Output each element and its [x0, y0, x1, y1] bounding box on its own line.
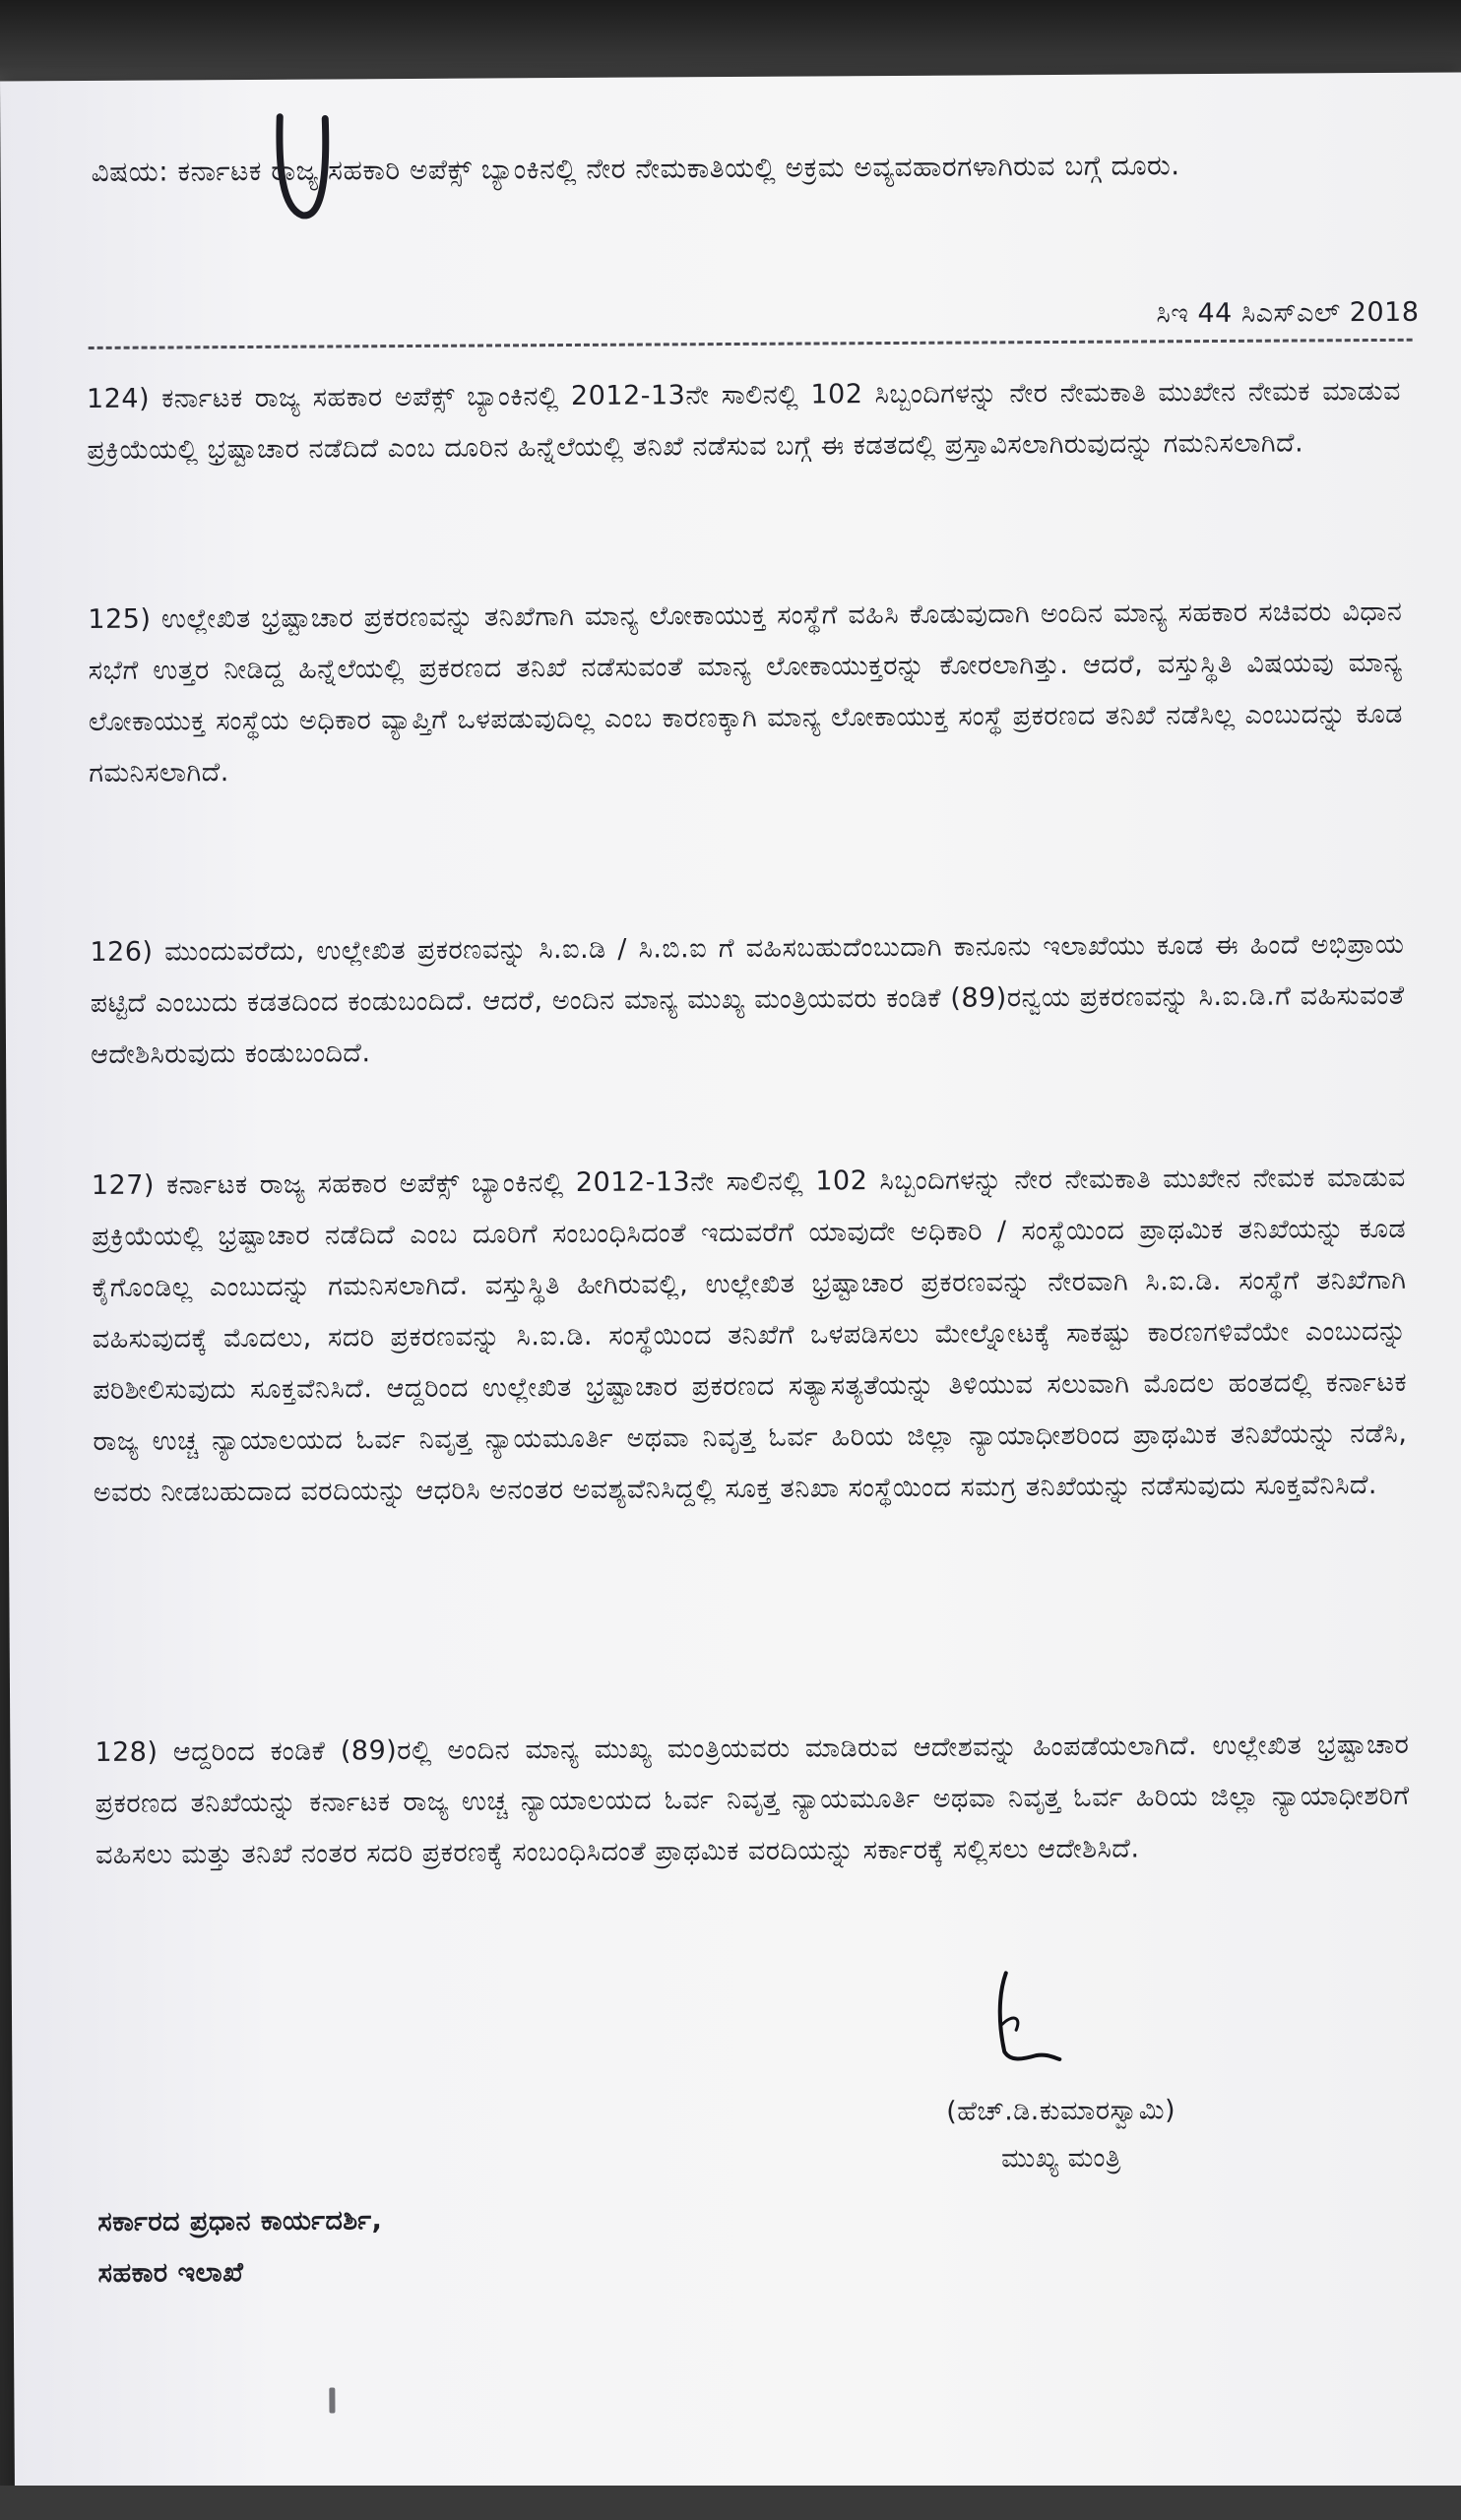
separator-rule [89, 339, 1413, 349]
signatory-block [893, 2087, 1229, 2183]
scan-mark [329, 2387, 335, 2413]
recipient-line-2: ಸಹಕಾರ ಇಲಾಖೆ [97, 2257, 244, 2289]
paragraph-127: 127) ಕರ್ನಾಟಕ ರಾಜ್ಯ ಸಹಕಾರ ಅಪೆಕ್ಸ್ ಬ್ಯಾಂಕಿನಲ್ಲಿ 2012-13ನೇ ಸಾಲಿನಲ್ಲಿ 102 ಸಿಬ್ಬಂದಿಗಳನ್ನು ನೇರ ನೇಮಕಾತಿ ಮುಖೇನ ನೇಮಕ ಮಾಡುವ ಪ್ರಕ್ರಿಯೆಯಲ್ಲಿ ಭ್ರಷ್ಟಾಚಾರ ನಡೆದಿದೆ ಎಂಬ ದೂರಿಗೆ ಸಂಬಂಧಿಸಿದಂತೆ ಇದುವರೆಗೆ ಯಾವುದೇ ಅಧಿಕಾರಿ / ಸಂಸ್ಥೆಯಿಂದ ಪ್ರಾಥಮಿಕ ತನಿಖೆಯನ್ನು ಕೂಡ ಕೈಗೊಂಡಿಲ್ಲ ಎಂಬುದನ್ನು ಗಮನಿಸಲಾಗಿದೆ. ವಸ್ತುಸ್ಥಿತಿ ಹೀಗಿರುವಲ್ಲಿ, ಉಲ್ಲೇಖಿತ ಭ್ರಷ್ಟಾಚಾರ ಪ್ರಕರಣವನ್ನು ನೇರವಾಗಿ ಸಿ.ಐ.ಡಿ. ಸಂಸ್ಥೆಗೆ ತನಿಖೆಗಾಗಿ ವಹಿಸುವುದಕ್ಕೆ ಮೊದಲು, ಸದರಿ ಪ್ರಕರಣವನ್ನು ಸಿ.ಐ.ಡಿ. ಸಂಸ್ಥೆಯಿಂದ ತನಿಖೆಗೆ ಒಳಪಡಿಸಲು ಮೇಲ್ನೋಟಕ್ಕೆ ಸಾಕಷ್ಟು ಕಾರಣಗಳಿವೆಯೇ ಎಂಬುದನ್ನು ಪರಿಶೀಲಿಸುವುದು ಸೂಕ್ತವೆನಿಸಿದೆ. ಆದ್ದರಿಂದ ಉಲ್ಲೇಖಿತ ಭ್ರಷ್ಟಾಚಾರ ಪ್ರಕರಣದ ಸತ್ಯಾಸತ್ಯತೆಯನ್ನು ತಿಳಿಯುವ ಸಲುವಾಗಿ ಮೊದಲ ಹಂತದಲ್ಲಿ ಕರ್ನಾಟಕ ರಾಜ್ಯ ಉಚ್ಚ ನ್ಯಾಯಾಲಯದ ಓರ್ವ ನಿವೃತ್ತ ನ್ಯಾಯಮೂರ್ತಿ ಅಥವಾ ನಿವೃತ್ತ ಓರ್ವ ಹಿರಿಯ ಜಿಲ್ಲಾ ನ್ಯಾಯಾಧೀಶರಿಂದ ಪ್ರಾಥಮಿಕ ತನಿಖೆಯನ್ನು ನಡೆಸಿ, ಅವರು ನೀಡಬಹುದಾದ ವರದಿಯನ್ನು ಆಧರಿಸಿ ಅನಂತರ ಅವಶ್ಯವೆನಿಸಿದ್ದಲ್ಲಿ ಸೂಕ್ತ ತನಿಖಾ ಸಂಸ್ಥೆಯಿಂದ ಸಮಗ್ರ ತನಿಖೆಯನ್ನು ನಡೆಸುವುದು ಸೂಕ್ತವೆನಿಸಿದೆ. [91, 1162, 1408, 1508]
recipient-line-1: ಸರ್ಕಾರದ ಪ್ರಧಾನ ಕಾರ್ಯದರ್ಶಿ, [97, 2205, 383, 2237]
paragraph-124: 124) ಕರ್ನಾಟಕ ರಾಜ್ಯ ಸಹಕಾರ ಅಪೆಕ್ಸ್ ಬ್ಯಾಂಕಿನಲ್ಲಿ 2012-13ನೇ ಸಾಲಿನಲ್ಲಿ 102 ಸಿಬ್ಬಂದಿಗಳನ್ನು ನೇರ ನೇಮಕಾತಿ ಮುಖೇನ ನೇಮಕ ಮಾಡುವ ಪ್ರಕ್ರಿಯೆಯಲ್ಲಿ ಭ್ರಷ್ಟಾಚಾರ ನಡೆದಿದೆ ಎಂಬ ದೂರಿನ ಹಿನ್ನೆಲೆಯಲ್ಲಿ ತನಿಖೆ ನಡೆಸುವ ಬಗ್ಗೆ ಈ ಕಡತದಲ್ಲಿ ಪ್ರಸ್ತಾವಿಸಲಾಗಿರುವುದನ್ನು ಗಮನಿಸಲಾಗಿದೆ. [86, 375, 1402, 466]
paragraph-128: 128) ಆದ್ದರಿಂದ ಕಂಡಿಕೆ (89)ರಲ್ಲಿ ಅಂದಿನ ಮಾನ್ಯ ಮುಖ್ಯ ಮಂತ್ರಿಯವರು ಮಾಡಿರುವ ಆದೇಶವನ್ನು ಹಿಂಪಡೆಯಲಾಗಿದೆ. ಉಲ್ಲೇಖಿತ ಭ್ರಷ್ಟಾಚಾರ ಪ್ರಕರಣದ ತನಿಖೆಯನ್ನು ಕರ್ನಾಟಕ ರಾಜ್ಯ ಉಚ್ಚ ನ್ಯಾಯಾಲಯದ ಓರ್ವ ನಿವೃತ್ತ ನ್ಯಾಯಮೂರ್ತಿ ಅಥವಾ ನಿವೃತ್ತ ಓರ್ವ ಹಿರಿಯ ಜಿಲ್ಲಾ ನ್ಯಾಯಾಧೀಶರಿಗೆ ವಹಿಸಲು ಮತ್ತು ತನಿಖೆ ನಂತರ ಸದರಿ ಪ್ರಕರಣಕ್ಕೆ ಸಂಬಂಧಿಸಿದಂತೆ ಪ್ರಾಥಮಿಕ ವರದಿಯನ್ನು ಸರ್ಕಾರಕ್ಕೆ ಸಲ್ಲಿಸಲು ಆದೇಶಿಸಿದೆ. [95, 1729, 1410, 1870]
signatory-designation: ಮುಖ್ಯ ಮಂತ್ರಿ [1000, 2142, 1121, 2174]
signature-mark [977, 1965, 1066, 2074]
paragraph-126: 126) ಮುಂದುವರೆದು, ಉಲ್ಲೇಖಿತ ಪ್ರಕರಣವನ್ನು ಸಿ.ಐ.ಡಿ / ಸಿ.ಬಿ.ಐ ಗೆ ವಹಿಸಬಹುದೆಂಬುದಾಗಿ ಕಾನೂನು ಇಲಾಖೆಯು ಕೂಡ ಈ ಹಿಂದೆ ಅಭಿಪ್ರಾಯ ಪಟ್ಟಿದೆ ಎಂಬುದು ಕಡತದಿಂದ ಕಂಡುಬಂದಿದೆ. ಆದರೆ, ಅಂದಿನ ಮಾನ್ಯ ಮುಖ್ಯ ಮಂತ್ರಿಯವರು ಕಂಡಿಕೆ (89)ರನ್ವಯ ಪ್ರಕರಣವನ್ನು ಸಿ.ಐ.ಡಿ.ಗೆ ವಹಿಸುವಂತೆ ಆದೇಶಿಸಿರುವುದು ಕಂಡುಬಂದಿದೆ. [90, 928, 1405, 1070]
signatory-name: (ಹೆಚ್.ಡಿ.ಕುಮಾರಸ್ವಾಮಿ) [946, 2095, 1176, 2127]
document-page [0, 72, 1461, 2512]
paragraph-125: 125) ಉಲ್ಲೇಖಿತ ಭ್ರಷ್ಟಾಚಾರ ಪ್ರಕರಣವನ್ನು ತನಿಖೆಗಾಗಿ ಮಾನ್ಯ ಲೋಕಾಯುಕ್ತ ಸಂಸ್ಥೆಗೆ ವಹಿಸಿ ಕೊಡುವುದಾಗಿ ಅಂದಿನ ಮಾನ್ಯ ಸಹಕಾರ ಸಚಿವರು ವಿಧಾನ ಸಭೆಗೆ ಉತ್ತರ ನೀಡಿದ್ದ ಹಿನ್ನೆಲೆಯಲ್ಲಿ ಪ್ರಕರಣದ ತನಿಖೆ ನಡೆಸುವಂತೆ ಮಾನ್ಯ ಲೋಕಾಯುಕ್ತರನ್ನು ಕೋರಲಾಗಿತ್ತು. ಆದರೆ, ವಸ್ತುಸ್ಥಿತಿ ವಿಷಯವು ಮಾನ್ಯ ಲೋಕಾಯುಕ್ತ ಸಂಸ್ಥೆಯ ಅಧಿಕಾರ ವ್ಯಾಪ್ತಿಗೆ ಒಳಪಡುವುದಿಲ್ಲ ಎಂಬ ಕಾರಣಕ್ಕಾಗಿ ಮಾನ್ಯ ಲೋಕಾಯುಕ್ತ ಸಂಸ್ಥೆ ಪ್ರಕರಣದ ತನಿಖೆ ನಡೆಸಿಲ್ಲ ಎಂಬುದನ್ನು ಕೂಡ ಗಮನಿಸಲಾಗಿದೆ. [88, 596, 1404, 788]
subject-line: ವಿಷಯ: ಕರ್ನಾಟಕ ರಾಜ್ಯ ಸಹಕಾರಿ ಅಪೆಕ್ಸ್ ಬ್ಯಾಂಕಿನಲ್ಲಿ ನೇರ ನೇಮಕಾತಿಯಲ್ಲಿ ಅಕ್ರಮ ಅವ್ಯವಹಾರಗಳಾಗಿರುವ ಬಗ್ಗೆ ದೂರು. [91, 149, 1180, 188]
scan-bottom-edge [0, 2486, 1461, 2520]
reference-number: ಸಿಇ 44 ಸಿಎಸ್‌ಎಲ್ 2018 [1156, 296, 1420, 330]
recipient-block [97, 2193, 788, 2300]
